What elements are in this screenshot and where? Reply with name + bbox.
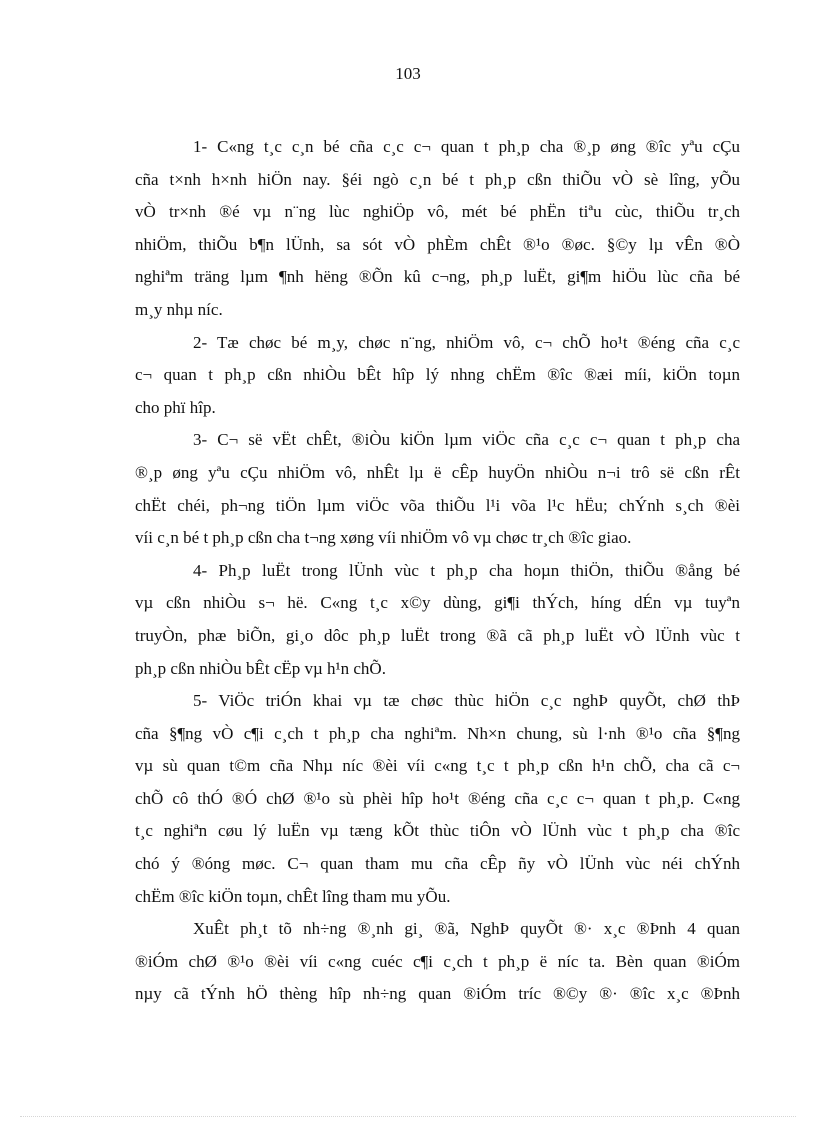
text-line: m¸y nhµ níc. <box>135 299 223 319</box>
text-line: 5- ViÖc triÓn khai vµ tæ chøc thùc hiÖn c¸c nghÞ quyÕt, chØ thÞ <box>193 691 740 711</box>
text-line: ®¸p øng yªu cÇu nhiÖm vô, nhÊt lµ ë cÊp huyÖn nhiÒu n¬i trô së cßn rÊt <box>135 462 740 482</box>
text-line: chó ý ®óng møc. C¬ quan tham mu cña cÊp ñy vÒ lÜnh vùc néi chÝnh <box>135 854 740 874</box>
text-line: c¬ quan t ph¸p cßn nhiÒu bÊt hîp lý nhng chËm ®îc ®æi míi, kiÖn toµn <box>135 365 740 385</box>
paragraph <box>135 913 740 1011</box>
text-line: vµ cßn nhiÒu s¬ hë. C«ng t¸c x©y dùng, gi¶i thÝch, híng dÉn vµ tuyªn <box>135 593 740 613</box>
paragraph <box>135 424 740 554</box>
text-line: ®iÓm chØ ®¹o ®èi víi c«ng cuéc c¶i c¸ch t ph¸p ë níc ta. Bèn quan ®iÓm <box>135 951 740 971</box>
text-line: vÒ tr×nh ®é vµ n¨ng lùc nghiÖp vô, mét bé phËn tiªu cùc, thiÕu tr¸ch <box>135 202 740 222</box>
paragraph <box>135 327 740 425</box>
footer-dotted-rule <box>20 1116 796 1117</box>
text-line: 1- C«ng t¸c c¸n bé cña c¸c c¬ quan t ph¸p cha ®¸p øng ®îc yªu cÇu <box>193 137 740 156</box>
text-line: t¸c nghiªn cøu lý luËn vµ tæng kÕt thùc tiÔn vÒ lÜnh vùc t ph¸p cha ®îc <box>135 821 740 841</box>
text-line: chÕ cô thÓ ®Ó chØ ®¹o sù phèi hîp ho¹t ®éng cña c¸c c¬ quan t ph¸p. C«ng <box>135 788 740 808</box>
text-line: XuÊt ph¸t tõ nh÷ng ®¸nh gi¸ ®ã, NghÞ quyÕt ®· x¸c ®Þnh 4 quan <box>193 919 740 939</box>
text-line: vµ sù quan t©m cña Nhµ níc ®èi víi c«ng t¸c t ph¸p cßn h¹n chÕ, cha cã c¬ <box>135 756 740 776</box>
document-body <box>135 131 740 1011</box>
text-line: 3- C¬ së vËt chÊt, ®iÒu kiÖn lµm viÖc cña c¸c c¬ quan t ph¸p cha <box>193 430 740 450</box>
text-line: truyÒn, phæ biÕn, gi¸o dôc ph¸p luËt trong ®ã cã ph¸p luËt vÒ lÜnh vùc t <box>135 625 740 645</box>
paragraph <box>135 131 740 327</box>
paragraph <box>135 685 740 913</box>
text-line: chËt chéi, ph¬ng tiÖn lµm viÖc võa thiÕu l¹i võa l¹c hËu; chÝnh s¸ch ®èi <box>135 495 740 515</box>
page-number: 103 <box>395 64 421 83</box>
text-line: 4- Ph¸p luËt trong lÜnh vùc t ph¸p cha hoµn thiÖn, thiÕu ®ång bé <box>193 560 740 580</box>
text-line: cña §¶ng vÒ c¶i c¸ch t ph¸p cha nghiªm. Nh×n chung, sù l·nh ®¹o cña §¶ng <box>135 723 740 743</box>
text-line: ph¸p cßn nhiÒu bÊt cËp vµ h¹n chÕ. <box>135 658 386 678</box>
text-line: 2- Tæ chøc bé m¸y, chøc n¨ng, nhiÖm vô, c¬ chÕ ho¹t ®éng cña c¸c <box>193 332 740 352</box>
text-line: nµy cã tÝnh hÖ thèng hîp nh÷ng quan ®iÓm tríc ®©y ®· ®îc x¸c ®Þnh <box>135 984 740 1004</box>
text-line: víi c¸n bé t ph¸p cßn cha t¬ng xøng víi nhiÖm vô vµ chøc tr¸ch ®îc giao. <box>135 528 632 548</box>
text-line: cña t×nh h×nh hiÖn nay. §éi ngò c¸n bé t ph¸p cßn thiÕu vÒ sè lîng, yÕu <box>135 169 740 189</box>
text-line: nghiªm träng lµm ¶nh hëng ®Õn kû c¬ng, ph¸p luËt, gi¶m hiÖu lùc cña bé <box>135 267 740 287</box>
text-line: nhiÖm, thiÕu b¶n lÜnh, sa sót vÒ phÈm chÊt ®¹o ®øc. §©y lµ vÊn ®Ò <box>135 234 740 254</box>
text-line: cho phï hîp. <box>135 397 216 417</box>
text-line: chËm ®îc kiÖn toµn, chÊt lîng tham mu yÕu. <box>135 886 451 906</box>
paragraph <box>135 555 740 685</box>
